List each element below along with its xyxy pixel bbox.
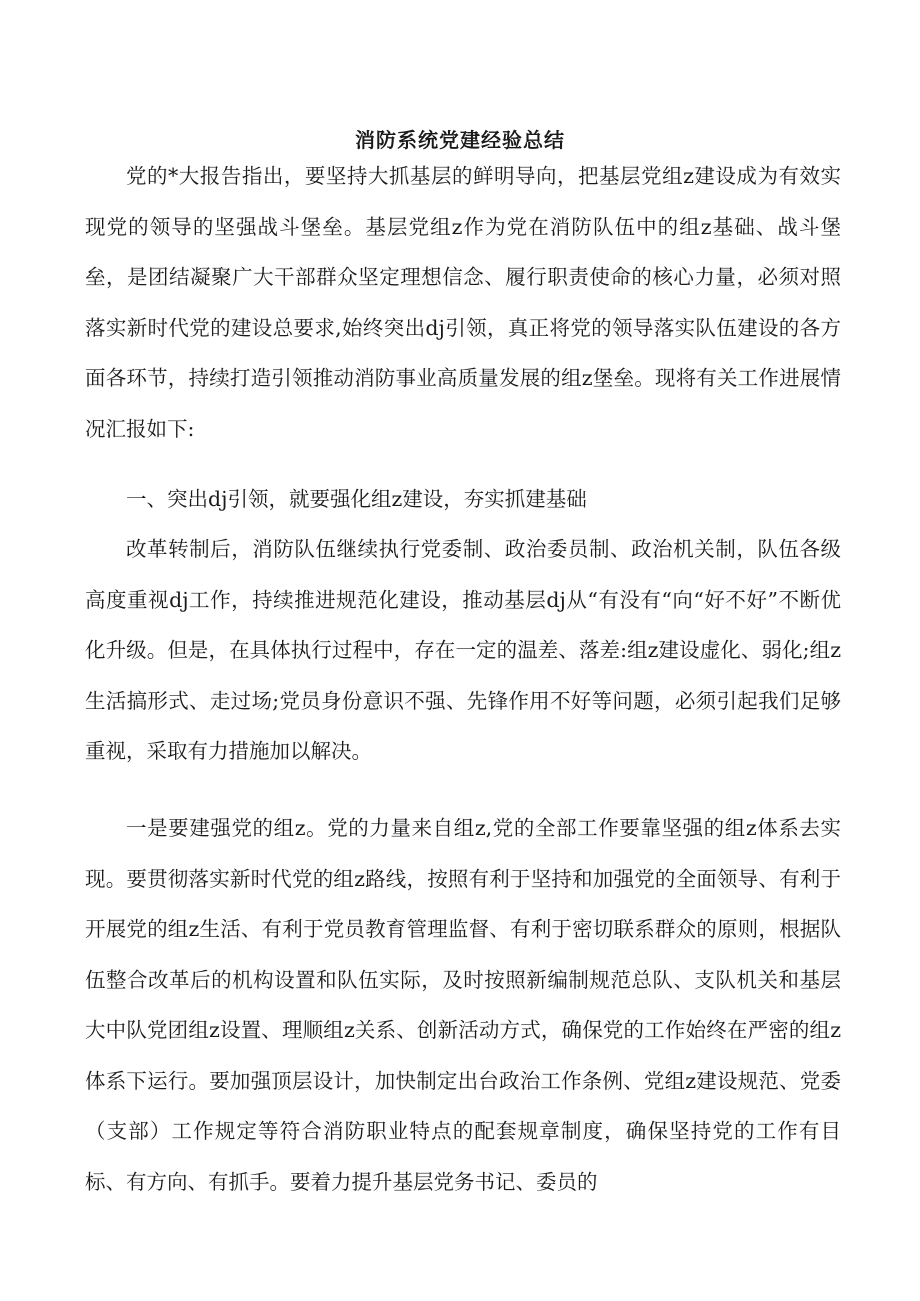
point-one-paragraph: 一是要建强党的组z。党的力量来自组z,党的全部工作要靠坚强的组z体系去实现。要贯彻落实新时代党的组z路线，按照有利于坚持和加强党的全面领导、有利于开展党的组z生活、有利于党员教育管理监督、有利于密切联系群众的原则，根据队伍整合改革后的机构设置和队伍实际，及时按照新编制规范总队、支队机关和基层大中队党团组z设置、理顺组z关系、创新活动方式，确保党的工作始终在严密的组z体系下运行。要加强顶层设计，加快制定出台政治工作条例、党组z建设规范、党委（支部）工作规定等符合消防职业特点的配套规章制度，确保坚持党的工作有目标、有方向、有抓手。要着力提升基层党务书记、委员的: [85, 816, 841, 1194]
section-heading-1: 一、突出dj引领，就要强化组z建设，夯实抓建基础: [126, 487, 587, 511]
document-title: 消防系统党建经验总结: [355, 128, 565, 152]
reform-paragraph: 改革转制后，消防队伍继续执行党委制、政治委员制、政治机关制，队伍各级高度重视dj工作，持续推进规范化建设，推动基层dj从“有没有“向“好不好”不断优化升级。但是，在具体执行过程中，存在一定的温差、落差:组z建设虚化、弱化;组z生活搞形式、走过场;党员身份意识不强、先锋作用不好等问题，必须引起我们足够重视，采取有力措施加以解决。: [85, 537, 841, 763]
intro-paragraph: 党的*大报告指出，要坚持大抓基层的鲜明导向，把基层党组z建设成为有效实现党的领导的坚强战斗堡垒。基层党组z作为党在消防队伍中的组z基础、战斗堡垒，是团结凝聚广大干部群众坚定理想信念、履行职责使命的核心力量，必须对照落实新时代党的建设总要求,始终突出dj引领，真正将党的领导落实队伍建设的各方面各环节，持续打造引领推动消防事业高质量发展的组z堡垒。现将有关工作进展情况汇报如下:: [85, 164, 841, 441]
